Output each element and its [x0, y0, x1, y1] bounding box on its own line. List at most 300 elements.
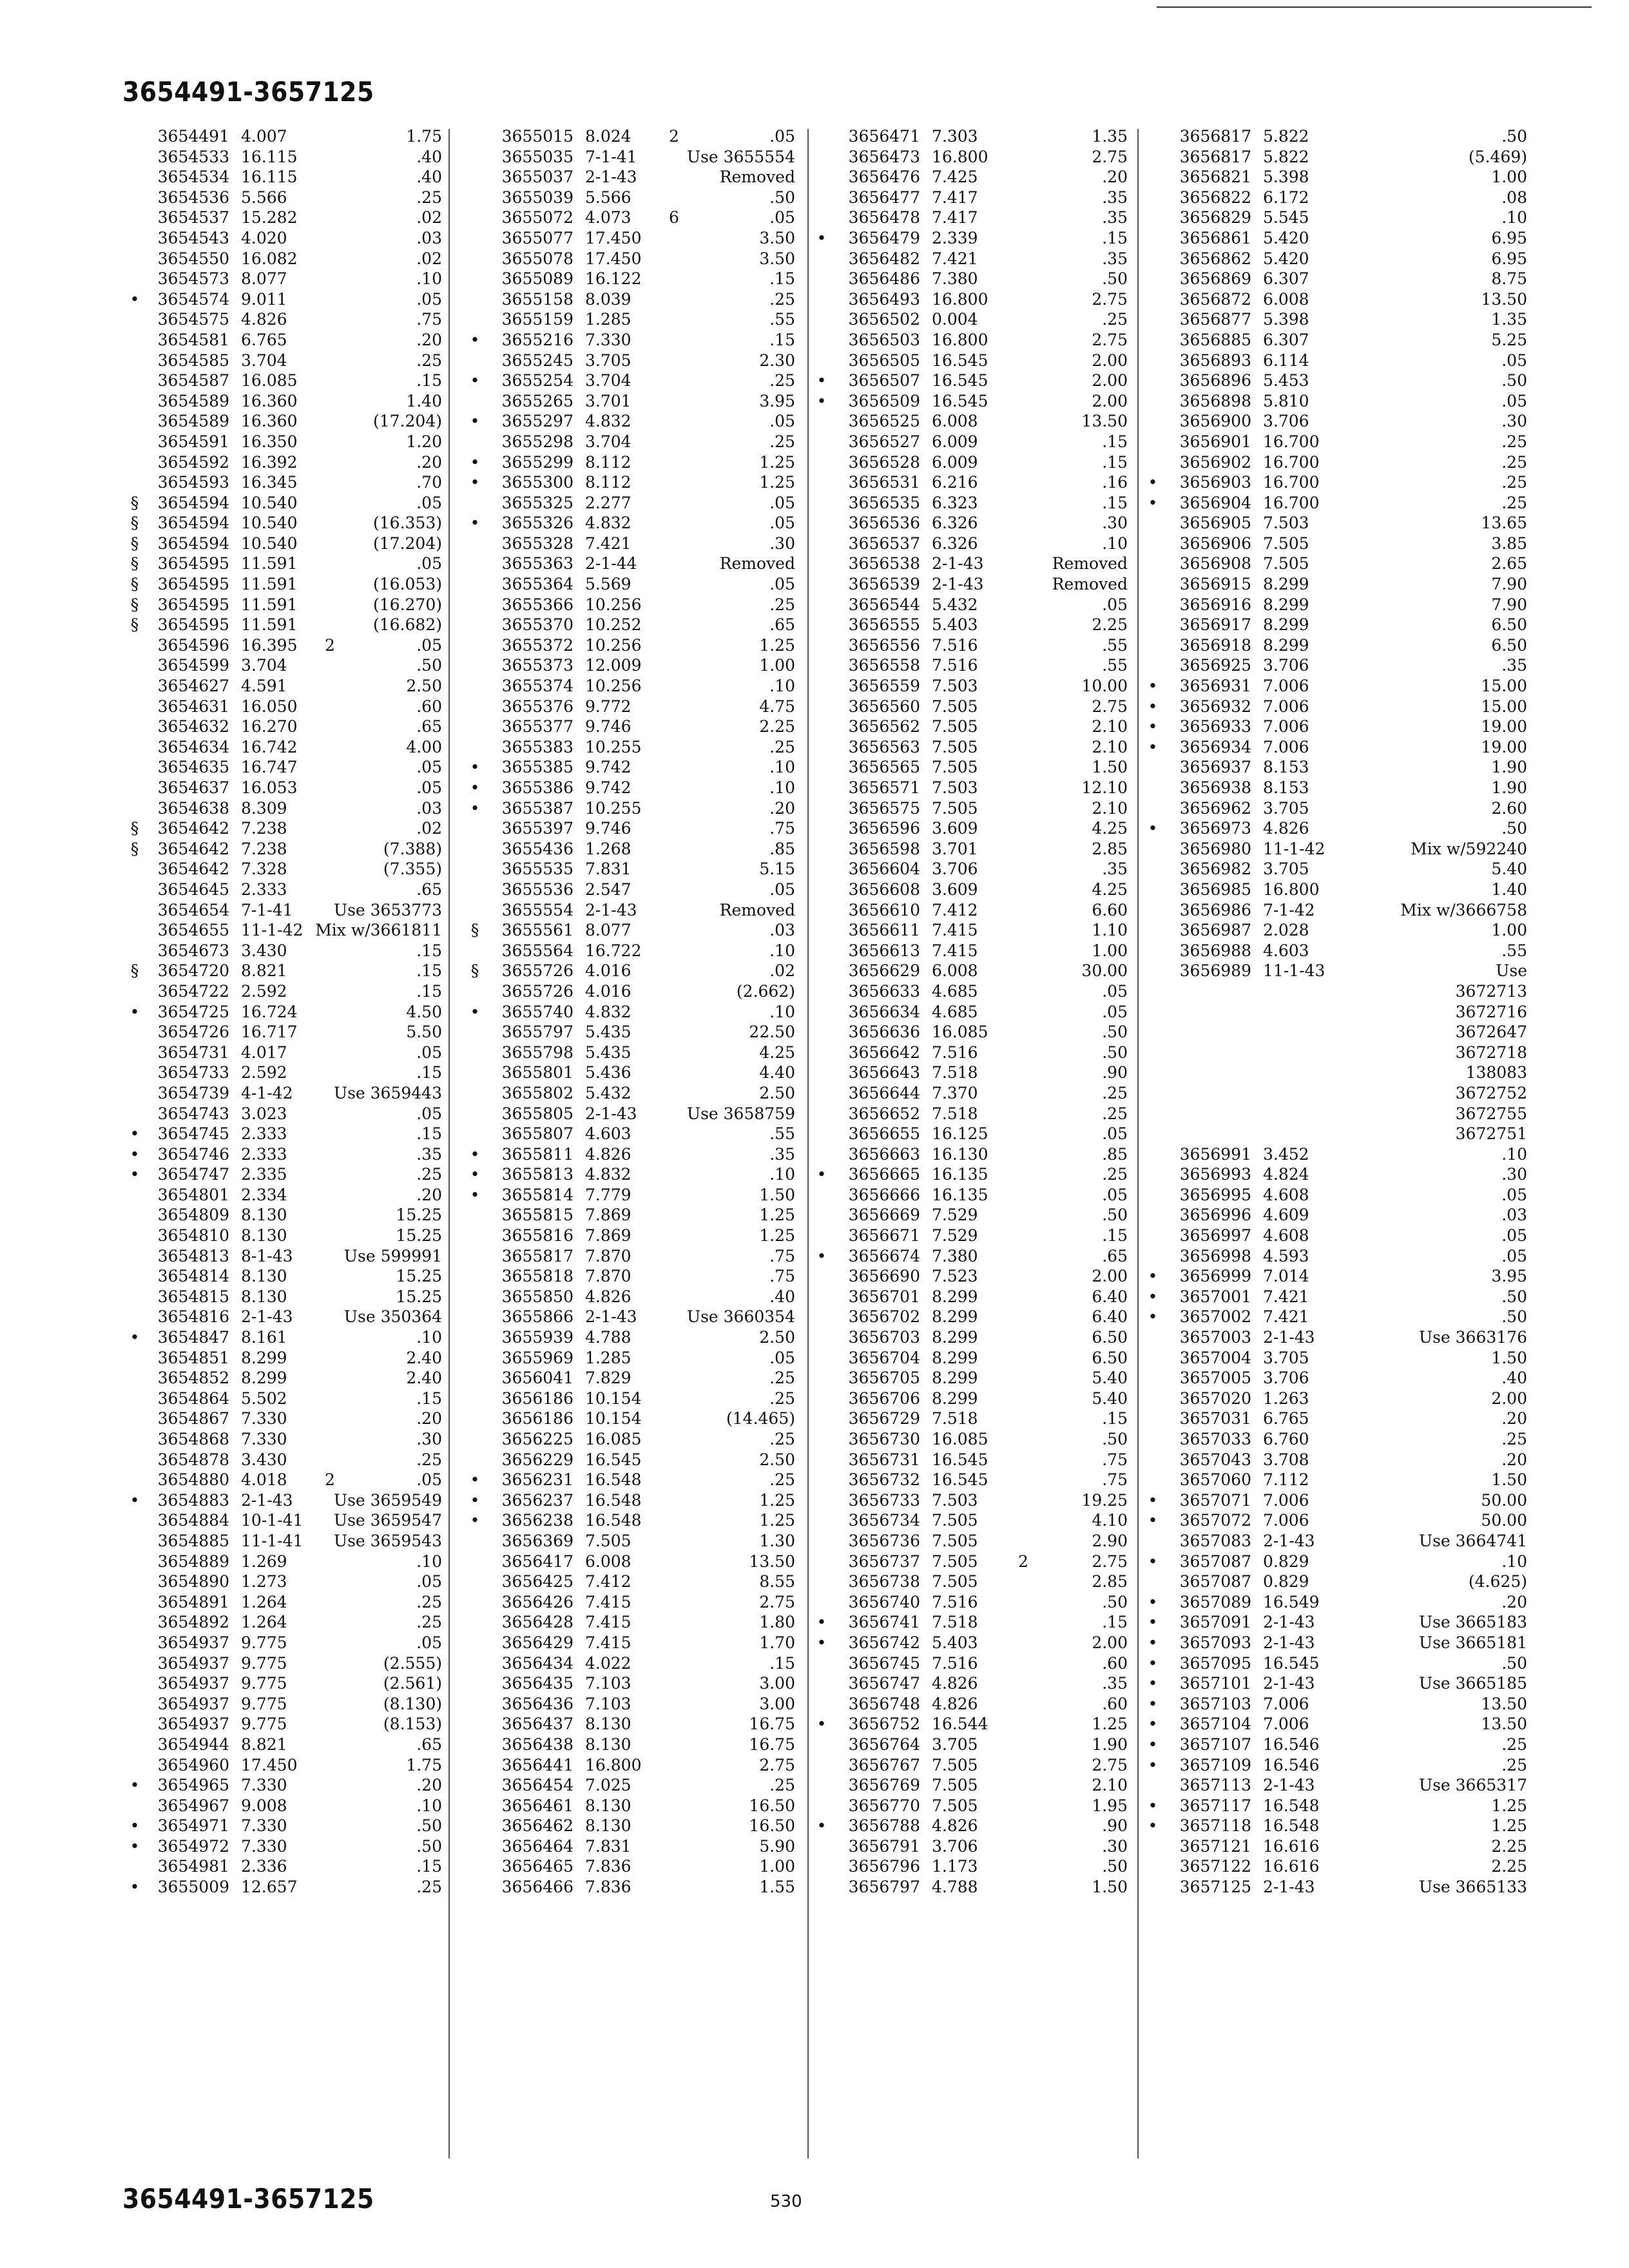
part-number: 3655939 — [501, 1328, 574, 1347]
price-value: .03 — [1501, 1206, 1527, 1225]
part-row — [813, 1266, 1133, 1287]
part-number: 3655015 — [501, 127, 574, 146]
code-value: 8.299 — [932, 1389, 978, 1408]
code-value: 4.016 — [585, 981, 631, 1001]
part-row — [455, 879, 803, 900]
part-row — [126, 187, 442, 208]
part-row — [126, 1490, 442, 1511]
code-value: 6.307 — [1263, 269, 1309, 289]
part-number: 3656461 — [501, 1796, 574, 1815]
code-value: 2.336 — [241, 1857, 287, 1876]
part-number: 3655554 — [501, 900, 574, 919]
code-value: 5.398 — [1263, 310, 1309, 329]
code-value: 6.760 — [1263, 1430, 1309, 1448]
price-value: 4.75 — [759, 697, 795, 716]
flag-value: 6 — [669, 208, 679, 227]
code-value: 5.403 — [932, 615, 978, 635]
code-value: 6.326 — [932, 514, 978, 533]
price-value: 5.50 — [406, 1023, 442, 1042]
part-number: 3656736 — [848, 1531, 920, 1550]
part-row — [126, 1429, 442, 1450]
part-number: 3656437 — [501, 1715, 574, 1734]
price-value: Mix w/3666758 — [1400, 900, 1527, 919]
part-number: 3654491 — [157, 127, 229, 146]
part-row — [126, 309, 442, 330]
price-value: 6.50 — [1092, 1328, 1128, 1347]
part-number: 3656493 — [848, 289, 920, 309]
part-number: 3656438 — [501, 1735, 574, 1754]
price-value: .25 — [1501, 452, 1527, 472]
price-value: .25 — [769, 371, 795, 390]
price-value: .25 — [769, 432, 795, 451]
price-value: 3.00 — [759, 1694, 795, 1713]
price-value: Removed — [1052, 554, 1128, 573]
price-value: .05 — [416, 554, 442, 573]
price-value: .50 — [1501, 1653, 1527, 1673]
price-value: .10 — [416, 1328, 442, 1347]
code-value: 6.307 — [1263, 330, 1309, 349]
part-row — [126, 737, 442, 758]
price-value: .40 — [769, 1287, 795, 1306]
price-value: 1.35 — [1092, 127, 1128, 146]
price-value: .85 — [769, 839, 795, 858]
code-value: 4.826 — [932, 1674, 978, 1693]
part-row — [813, 309, 1133, 330]
price-value: (8.130) — [383, 1694, 442, 1713]
code-value: 7.503 — [932, 1490, 978, 1510]
price-value: .03 — [416, 798, 442, 818]
code-value: 3.609 — [932, 879, 978, 899]
part-number: 3654637 — [157, 778, 229, 797]
code-value: 9.011 — [241, 289, 287, 309]
code-value: 7.006 — [1263, 1694, 1309, 1713]
price-value: .25 — [1102, 1165, 1128, 1184]
part-row — [813, 126, 1133, 147]
part-number: 3654589 — [157, 391, 229, 410]
price-value: Use 3653773 — [334, 900, 442, 919]
part-number: 3654889 — [157, 1552, 229, 1571]
price-value: .25 — [416, 187, 442, 207]
part-row — [813, 1450, 1133, 1470]
part-row — [1144, 513, 1527, 533]
part-number: 3656434 — [501, 1653, 574, 1673]
price-value: .30 — [1501, 1165, 1527, 1184]
part-number: 3656369 — [501, 1531, 574, 1550]
price-value: .65 — [416, 879, 442, 899]
code-value: 16.616 — [1263, 1857, 1320, 1876]
part-number: 3656544 — [848, 595, 920, 614]
code-value: 8.153 — [1263, 778, 1309, 797]
part-number: 3656565 — [848, 758, 920, 777]
part-number: 3656556 — [848, 635, 920, 655]
price-value: .15 — [1102, 452, 1128, 472]
part-row — [813, 1714, 1133, 1735]
part-row — [1144, 1714, 1527, 1735]
code-value: 4.832 — [585, 1002, 631, 1021]
code-value: 2-1-43 — [1263, 1776, 1315, 1795]
price-value: Use 3665185 — [1419, 1674, 1527, 1693]
part-row — [126, 1002, 442, 1023]
part-number: 3655564 — [501, 941, 574, 960]
code-value: 8.153 — [1263, 758, 1309, 777]
part-number: 3655072 — [501, 208, 574, 227]
part-row — [126, 716, 442, 737]
price-value: .02 — [416, 208, 442, 227]
part-row — [455, 1510, 803, 1531]
part-row — [1144, 1653, 1527, 1674]
part-row — [813, 1816, 1133, 1836]
code-value: 4.826 — [932, 1694, 978, 1713]
part-number: 3654642 — [157, 819, 229, 838]
part-number: 3655817 — [501, 1246, 574, 1265]
code-value: 16.800 — [585, 1755, 642, 1774]
part-number: 3656900 — [1179, 412, 1251, 431]
parts-column-4 — [1144, 126, 1527, 1898]
code-value: 3.705 — [1263, 1348, 1309, 1367]
price-value: 1.25 — [759, 1226, 795, 1245]
part-number: 3656426 — [501, 1592, 574, 1611]
part-number: 3654944 — [157, 1735, 229, 1754]
part-number: 3656731 — [848, 1450, 920, 1469]
price-value: .50 — [1501, 127, 1527, 146]
part-row — [126, 757, 442, 778]
part-row — [1144, 676, 1527, 697]
code-value: 16.545 — [932, 351, 988, 370]
code-value: 7.505 — [932, 798, 978, 818]
price-value: Use 3665133 — [1419, 1878, 1527, 1897]
part-number: 3657117 — [1179, 1796, 1251, 1815]
part-number: 3656905 — [1179, 514, 1251, 533]
part-row — [455, 1653, 803, 1674]
price-value: 13.50 — [1481, 1694, 1527, 1713]
code-value: 9.008 — [241, 1796, 287, 1815]
marker-symbol: • — [1148, 1694, 1158, 1713]
code-value: 16.545 — [1263, 1653, 1320, 1673]
price-value: .25 — [1501, 493, 1527, 512]
price-value: 6.50 — [1491, 635, 1527, 655]
part-number: 3657109 — [1179, 1755, 1251, 1774]
part-row — [455, 961, 803, 981]
code-value: 16.135 — [932, 1185, 988, 1204]
code-value: 16.545 — [932, 1470, 988, 1490]
price-value: .55 — [769, 310, 795, 329]
code-value: 2-1-43 — [1263, 1531, 1315, 1550]
price-value: .50 — [1102, 1206, 1128, 1225]
part-row — [455, 697, 803, 717]
code-value: 2.592 — [241, 981, 287, 1001]
marker-symbol: • — [1148, 1715, 1158, 1734]
marker-symbol: • — [470, 1490, 480, 1510]
part-row — [813, 1755, 1133, 1776]
code-value: 6.765 — [241, 330, 287, 349]
price-value: .20 — [416, 1185, 442, 1204]
part-row — [813, 228, 1133, 249]
part-row — [455, 269, 803, 289]
part-number: 3657043 — [1179, 1450, 1251, 1469]
part-row — [455, 309, 803, 330]
part-number: 3656537 — [848, 533, 920, 553]
part-number: 3656531 — [848, 473, 920, 492]
code-value: 2-1-43 — [241, 1490, 293, 1510]
code-value: 8.130 — [585, 1715, 631, 1734]
part-number: 3654965 — [157, 1776, 229, 1795]
code-value: 16.360 — [241, 391, 298, 410]
part-number: 3657003 — [1179, 1328, 1251, 1347]
code-value: 3.706 — [1263, 656, 1309, 675]
marker-symbol: • — [1148, 1735, 1158, 1754]
part-row — [126, 1062, 442, 1083]
part-row — [1144, 635, 1527, 656]
part-number: 3656663 — [848, 1144, 920, 1164]
marker-symbol: • — [470, 1511, 480, 1530]
code-value: 9.746 — [585, 819, 631, 838]
part-row — [813, 716, 1133, 737]
price-value: .25 — [769, 1470, 795, 1490]
part-row — [455, 370, 803, 391]
part-row — [455, 757, 803, 778]
part-row — [813, 615, 1133, 635]
price-value: (7.388) — [383, 839, 442, 858]
part-row — [1144, 1633, 1527, 1653]
part-row — [126, 1266, 442, 1287]
code-value: 16.395 — [241, 635, 298, 655]
part-row — [126, 1389, 442, 1409]
code-value: 6.326 — [932, 533, 978, 553]
part-row — [126, 452, 442, 473]
code-value: 16.549 — [1263, 1592, 1320, 1611]
code-value: 16.700 — [1263, 432, 1320, 451]
marker-symbol: • — [1148, 1490, 1158, 1510]
code-value: 9.746 — [585, 717, 631, 736]
code-value: 7.869 — [585, 1206, 631, 1225]
marker-symbol: • — [1148, 1755, 1158, 1774]
code-value: 7.421 — [932, 249, 978, 268]
price-value: .15 — [416, 371, 442, 390]
price-value: .25 — [416, 1165, 442, 1184]
part-number: 3654883 — [157, 1490, 229, 1510]
price-value: .15 — [1102, 1226, 1128, 1245]
price-value: 2.10 — [1092, 737, 1128, 756]
code-value: 4.603 — [1263, 941, 1309, 960]
code-value: 8.130 — [241, 1206, 287, 1225]
code-value: 2.277 — [585, 493, 631, 512]
price-value: 3672647 — [1455, 1023, 1527, 1042]
part-row — [455, 228, 803, 249]
part-row — [1144, 432, 1527, 452]
part-row — [1144, 920, 1527, 941]
part-number: 3656999 — [1179, 1267, 1251, 1286]
part-row — [126, 1083, 442, 1104]
part-number: 3654575 — [157, 310, 229, 329]
price-value: 13.50 — [749, 1552, 795, 1571]
price-value: 2.50 — [759, 1328, 795, 1347]
code-value: 3.430 — [241, 1450, 287, 1469]
part-row — [455, 1307, 803, 1327]
part-row — [126, 1673, 442, 1694]
part-row — [813, 839, 1133, 860]
price-value: 4.10 — [1092, 1511, 1128, 1530]
price-value: 1.25 — [759, 1206, 795, 1225]
price-value: Use 3658759 — [687, 1104, 795, 1123]
part-number: 3654884 — [157, 1511, 229, 1530]
code-value: 7.779 — [585, 1185, 631, 1204]
part-number: 3656539 — [848, 575, 920, 594]
part-number: 3656931 — [1179, 677, 1251, 696]
code-value: 16.616 — [1263, 1836, 1320, 1856]
part-row — [813, 1633, 1133, 1653]
part-row — [455, 1714, 803, 1735]
code-value: 7.415 — [932, 921, 978, 940]
code-value: 7.505 — [932, 717, 978, 736]
price-value: 1.50 — [1491, 1348, 1527, 1367]
marker-symbol: § — [130, 554, 139, 573]
part-number: 3654574 — [157, 289, 229, 309]
part-row — [813, 1796, 1133, 1816]
part-row — [126, 1856, 442, 1877]
part-number: 3654937 — [157, 1694, 229, 1713]
part-number: 3656644 — [848, 1083, 920, 1102]
price-value: .05 — [769, 1348, 795, 1367]
price-value: 2.10 — [1092, 798, 1128, 818]
price-value: .05 — [769, 575, 795, 594]
part-row — [455, 818, 803, 839]
part-row — [126, 351, 442, 371]
part-number: 3654632 — [157, 717, 229, 736]
part-row — [126, 1327, 442, 1348]
code-value: 2.333 — [241, 1124, 287, 1144]
price-value: .35 — [1102, 249, 1128, 268]
price-value: 1.90 — [1092, 1735, 1128, 1754]
price-value: .05 — [769, 127, 795, 146]
part-number: 3656896 — [1179, 371, 1251, 390]
part-number: 3656669 — [848, 1206, 920, 1225]
code-value: 4.017 — [241, 1043, 287, 1062]
part-number: 3654852 — [157, 1369, 229, 1388]
price-value: (16.353) — [373, 514, 442, 533]
part-number: 3656610 — [848, 900, 920, 919]
part-number: 3656737 — [848, 1552, 920, 1571]
part-row — [126, 574, 442, 595]
part-number: 3656486 — [848, 269, 920, 289]
price-value: (16.270) — [373, 595, 442, 614]
part-row — [813, 879, 1133, 900]
part-number: 3657020 — [1179, 1389, 1251, 1408]
price-value: (4.625) — [1468, 1572, 1527, 1591]
part-row — [1144, 1735, 1527, 1755]
price-value: .20 — [416, 330, 442, 349]
part-number: 3656571 — [848, 778, 920, 797]
part-number: 3657087 — [1179, 1552, 1251, 1571]
part-number: 3655811 — [501, 1144, 574, 1164]
part-number: 3655969 — [501, 1348, 574, 1367]
part-row — [813, 411, 1133, 432]
part-row — [813, 187, 1133, 208]
part-number: 3656915 — [1179, 575, 1251, 594]
price-value: 19.00 — [1481, 717, 1527, 736]
code-value: 7.006 — [1263, 1715, 1309, 1734]
part-number: 3656690 — [848, 1267, 920, 1286]
part-number: 3654937 — [157, 1715, 229, 1734]
part-row — [455, 207, 803, 228]
part-number: 3656466 — [501, 1878, 574, 1897]
code-value: 3.430 — [241, 941, 287, 960]
part-number: 3656745 — [848, 1653, 920, 1673]
part-number: 3654594 — [157, 533, 229, 553]
price-value: (16.053) — [373, 575, 442, 594]
price-value: .15 — [416, 981, 442, 1001]
code-value: 3.706 — [932, 1836, 978, 1856]
price-value: Use 3663176 — [1419, 1328, 1527, 1347]
part-number: 3656465 — [501, 1857, 574, 1876]
part-number: 3655386 — [501, 778, 574, 797]
price-value: 12.10 — [1081, 778, 1128, 797]
code-value: 6.765 — [1263, 1409, 1309, 1428]
code-value: 17.450 — [241, 1755, 298, 1774]
part-number: 3657071 — [1179, 1490, 1251, 1510]
part-row — [813, 1856, 1133, 1877]
price-value: .20 — [1501, 1409, 1527, 1428]
code-value: 2-1-43 — [585, 168, 637, 187]
part-number: 3654868 — [157, 1430, 229, 1448]
price-value: .05 — [416, 1470, 442, 1490]
part-row — [813, 1490, 1133, 1511]
part-row — [455, 1144, 803, 1165]
part-row — [126, 1796, 442, 1816]
code-value: 4.608 — [1263, 1185, 1309, 1204]
price-value: .05 — [416, 758, 442, 777]
part-number: 3655159 — [501, 310, 574, 329]
code-value: 4.826 — [241, 310, 287, 329]
code-value: 3.705 — [932, 1735, 978, 1754]
part-row — [126, 1246, 442, 1267]
part-row — [813, 655, 1133, 676]
code-value: 2-1-43 — [1263, 1878, 1315, 1897]
code-value: 10.256 — [585, 677, 642, 696]
part-number: 3656527 — [848, 432, 920, 451]
part-row — [455, 330, 803, 351]
part-number: 3656982 — [1179, 860, 1251, 879]
part-row — [126, 1877, 442, 1898]
part-row — [126, 981, 442, 1002]
price-value: .65 — [1102, 1246, 1128, 1265]
part-number: 3656604 — [848, 860, 920, 879]
part-row — [813, 1429, 1133, 1450]
part-row — [1144, 1043, 1527, 1063]
marker-symbol: • — [816, 1715, 827, 1734]
part-number: 3656734 — [848, 1511, 920, 1530]
part-number: 3656563 — [848, 737, 920, 756]
code-value: 7.330 — [241, 1836, 287, 1856]
part-row — [1144, 1673, 1527, 1694]
part-row — [126, 269, 442, 289]
part-number: 3656477 — [848, 187, 920, 207]
part-number: 3654801 — [157, 1185, 229, 1204]
marker-symbol: § — [470, 961, 479, 981]
code-value: 0.829 — [1263, 1572, 1309, 1591]
code-value: 7.505 — [1263, 533, 1309, 553]
part-row — [126, 839, 442, 860]
code-value: 7.870 — [585, 1267, 631, 1286]
price-value: 1.25 — [759, 473, 795, 492]
part-number: 3656436 — [501, 1694, 574, 1713]
price-value: 1.25 — [1491, 1796, 1527, 1815]
price-value: 2.00 — [1092, 391, 1128, 410]
code-value: 8-1-43 — [241, 1246, 293, 1265]
part-row — [1144, 1816, 1527, 1836]
price-value: .20 — [416, 452, 442, 472]
part-row — [455, 187, 803, 208]
part-number: 3655372 — [501, 635, 574, 655]
